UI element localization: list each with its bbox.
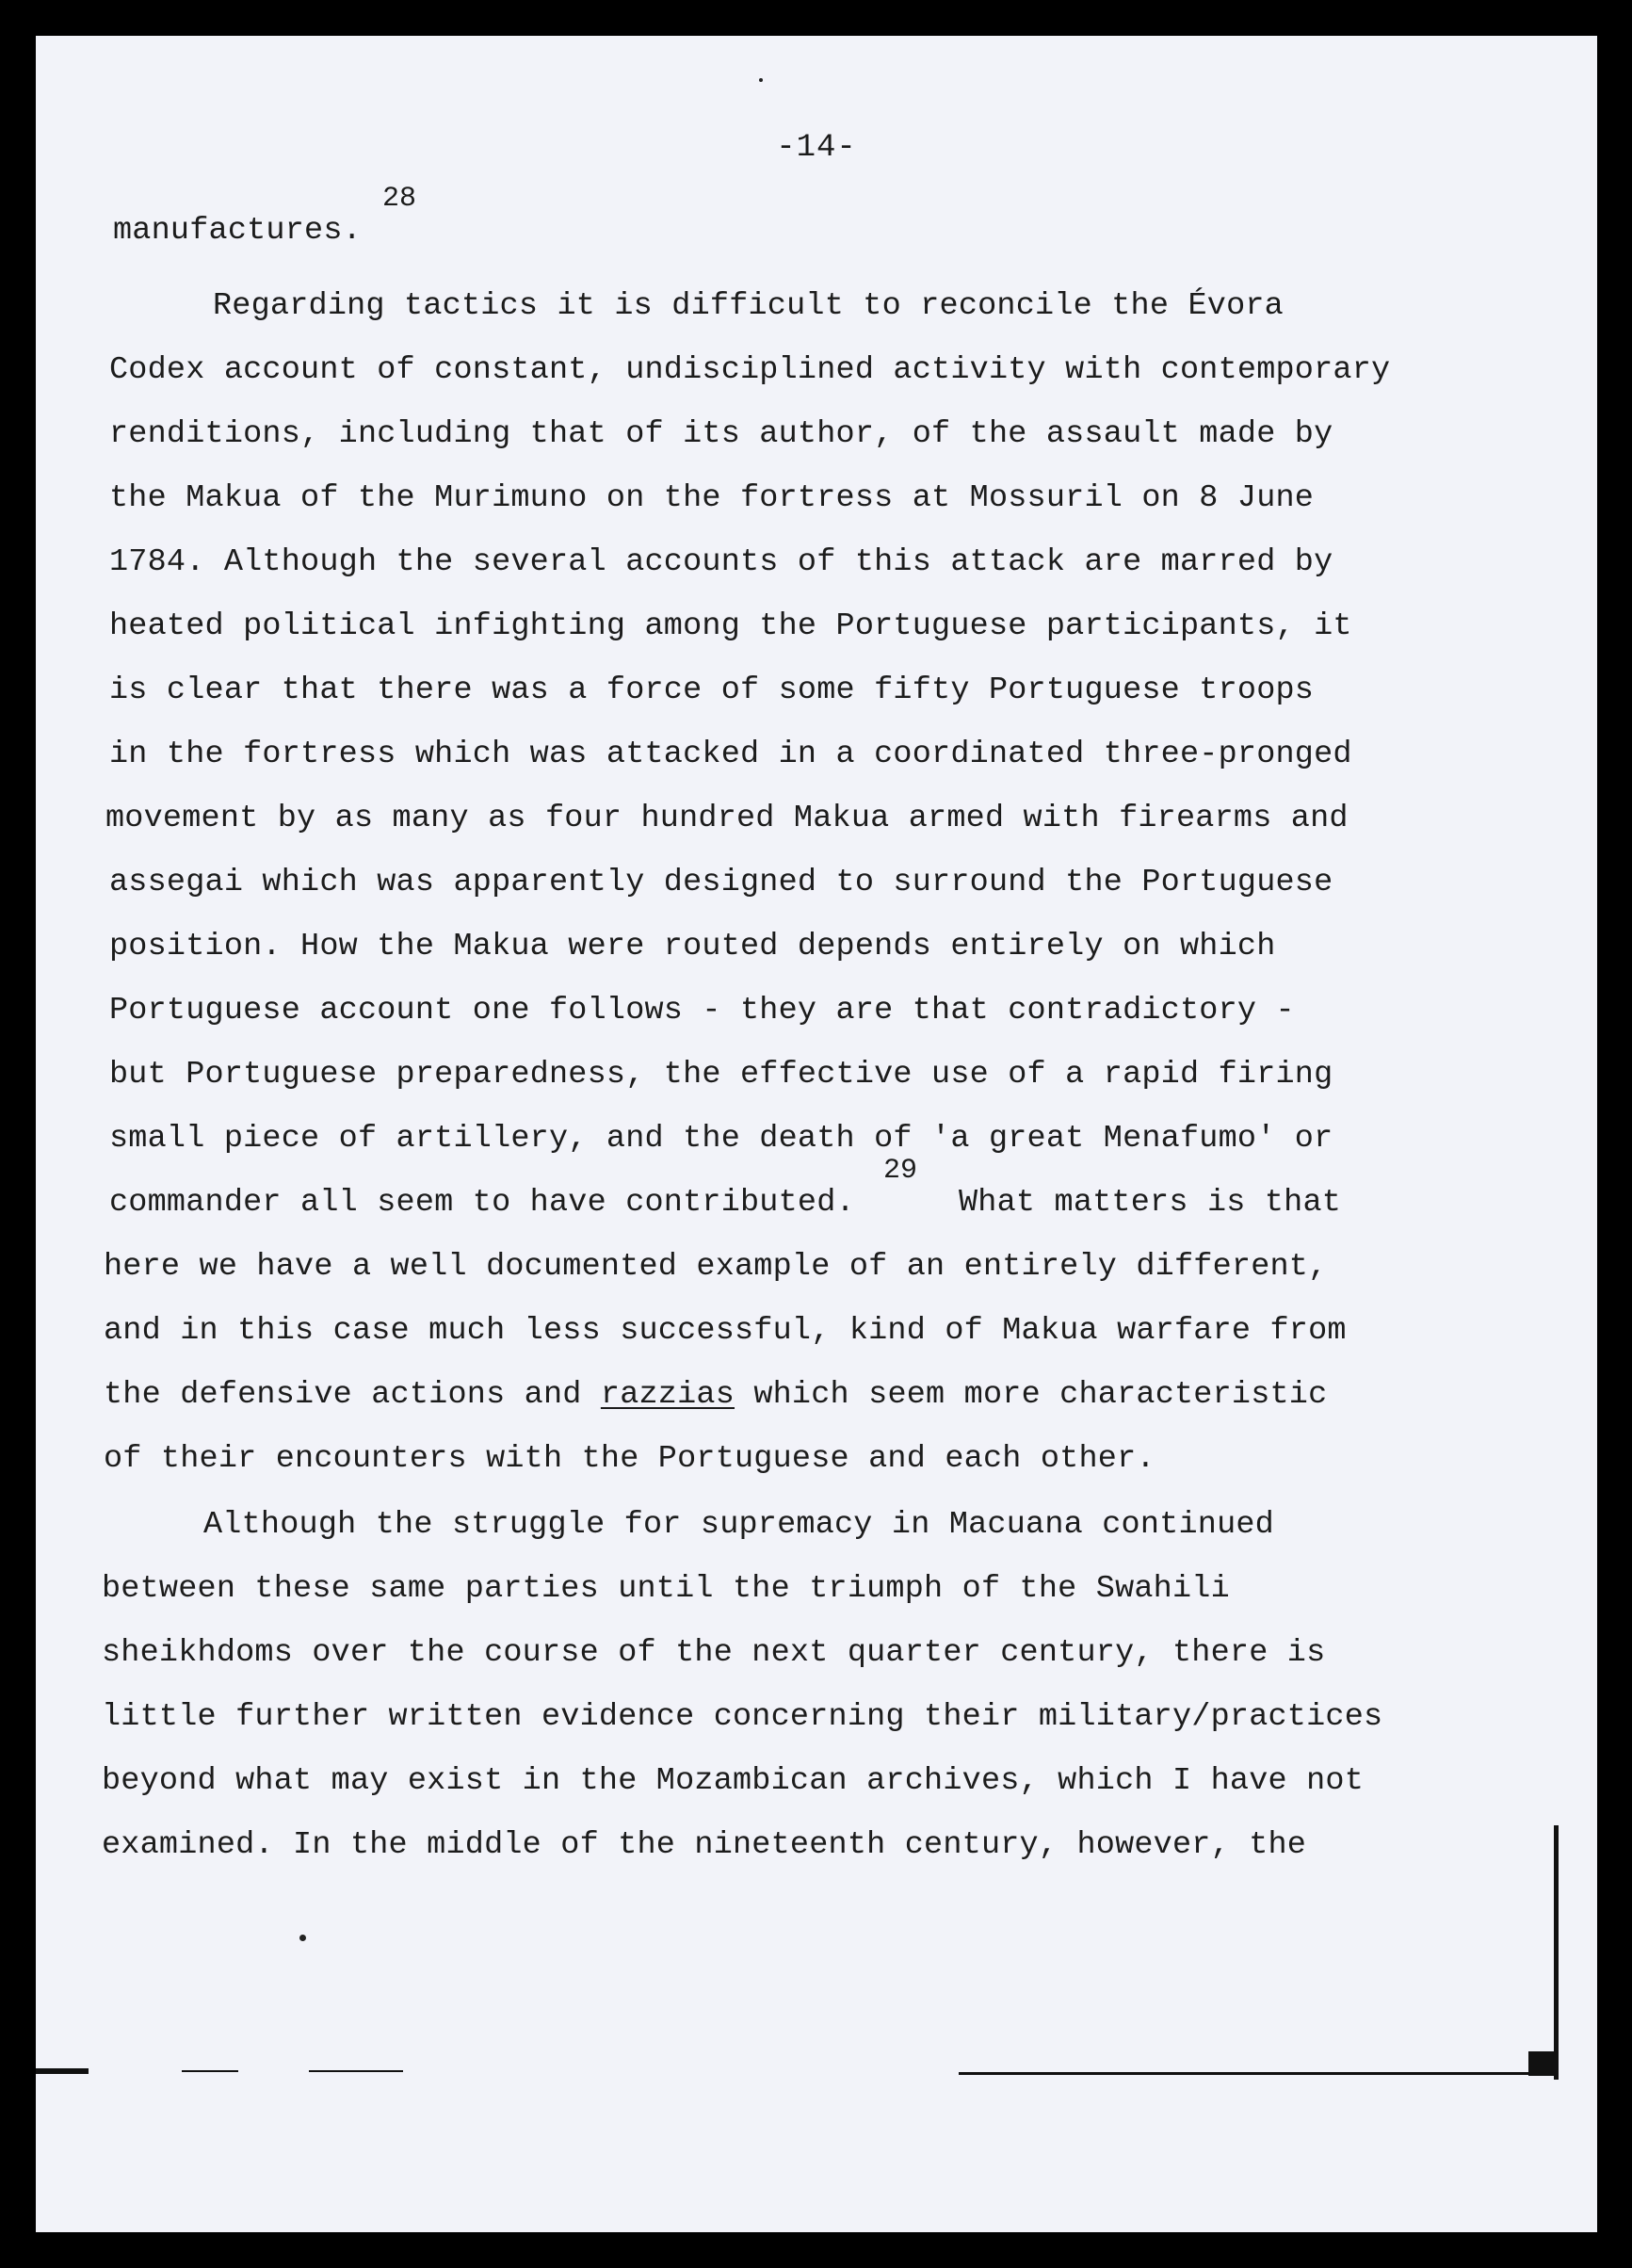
scan-rule-dash [309,2070,403,2072]
text-line: commander all seem to have contributed. [109,1185,855,1221]
scan-rule-dash [182,2070,238,2072]
scan-edge-mark [1528,2051,1559,2076]
ink-speck [299,1935,306,1941]
text-line: Although the struggle for supremacy in Macuana continued [203,1507,1274,1543]
text-line: of their encounters with the Portuguese and each other. [104,1441,1155,1477]
document-page [36,36,1597,2232]
text-line: Codex account of constant, undisciplined activity with contemporary [109,352,1391,388]
footnote-ref-29: 29 [883,1155,918,1187]
page-number: -14- [776,130,857,166]
text-line: and in this case much less successful, kind of Makua warfare from [104,1313,1347,1349]
underlined-term: razzias [600,1377,735,1413]
text-line: What matters is that [959,1185,1342,1221]
text-line: little further written evidence concerning their military/practices [102,1699,1383,1735]
ink-speck [759,78,763,82]
text-line: 1784. Although the several accounts of this attack are marred by [109,544,1333,580]
text-line: position. How the Makua were routed depends entirely on which [109,929,1276,964]
footnote-ref-28: 28 [382,183,417,215]
text-line: here we have a well documented example of an entirely different, [104,1249,1328,1285]
scan-edge-mark [1554,1825,1559,2080]
text-line: examined. In the middle of the nineteenth century, however, the [102,1827,1307,1863]
text-line: renditions, including that of its author, of the assault made by [109,416,1333,452]
text-line: heated political infighting among the Portuguese participants, it [109,608,1352,644]
scan-rule-left [36,2068,89,2074]
text-line: small piece of artillery, and the death of 'a great Menafumo' or [109,1121,1333,1157]
text-line: the Makua of the Murimuno on the fortress at Mossuril on 8 June [109,480,1315,516]
text-line: in the fortress which was attacked in a coordinated three-pronged [109,737,1352,772]
text-line: Portuguese account one follows - they are that contradictory - [109,993,1295,1029]
text-line: manufactures. [113,213,362,249]
text-line: the defensive actions and razzias which seem more characteristic [104,1377,1328,1413]
text-line: Regarding tactics it is difficult to reconcile the Évora [213,288,1284,324]
text-line: between these same parties until the triumph of the Swahili [102,1571,1230,1607]
scan-rule-right [959,2072,1543,2075]
text-line: but Portuguese preparedness, the effective use of a rapid firing [109,1057,1333,1093]
text-line: beyond what may exist in the Mozambican archives, which I have not [102,1763,1365,1799]
text-line: sheikhdoms over the course of the next quarter century, there is [102,1635,1326,1671]
text-line: assegai which was apparently designed to surround the Portuguese [109,865,1333,900]
text-line: movement by as many as four hundred Makua armed with firearms and [105,801,1349,836]
text-line: is clear that there was a force of some fifty Portuguese troops [109,672,1315,708]
